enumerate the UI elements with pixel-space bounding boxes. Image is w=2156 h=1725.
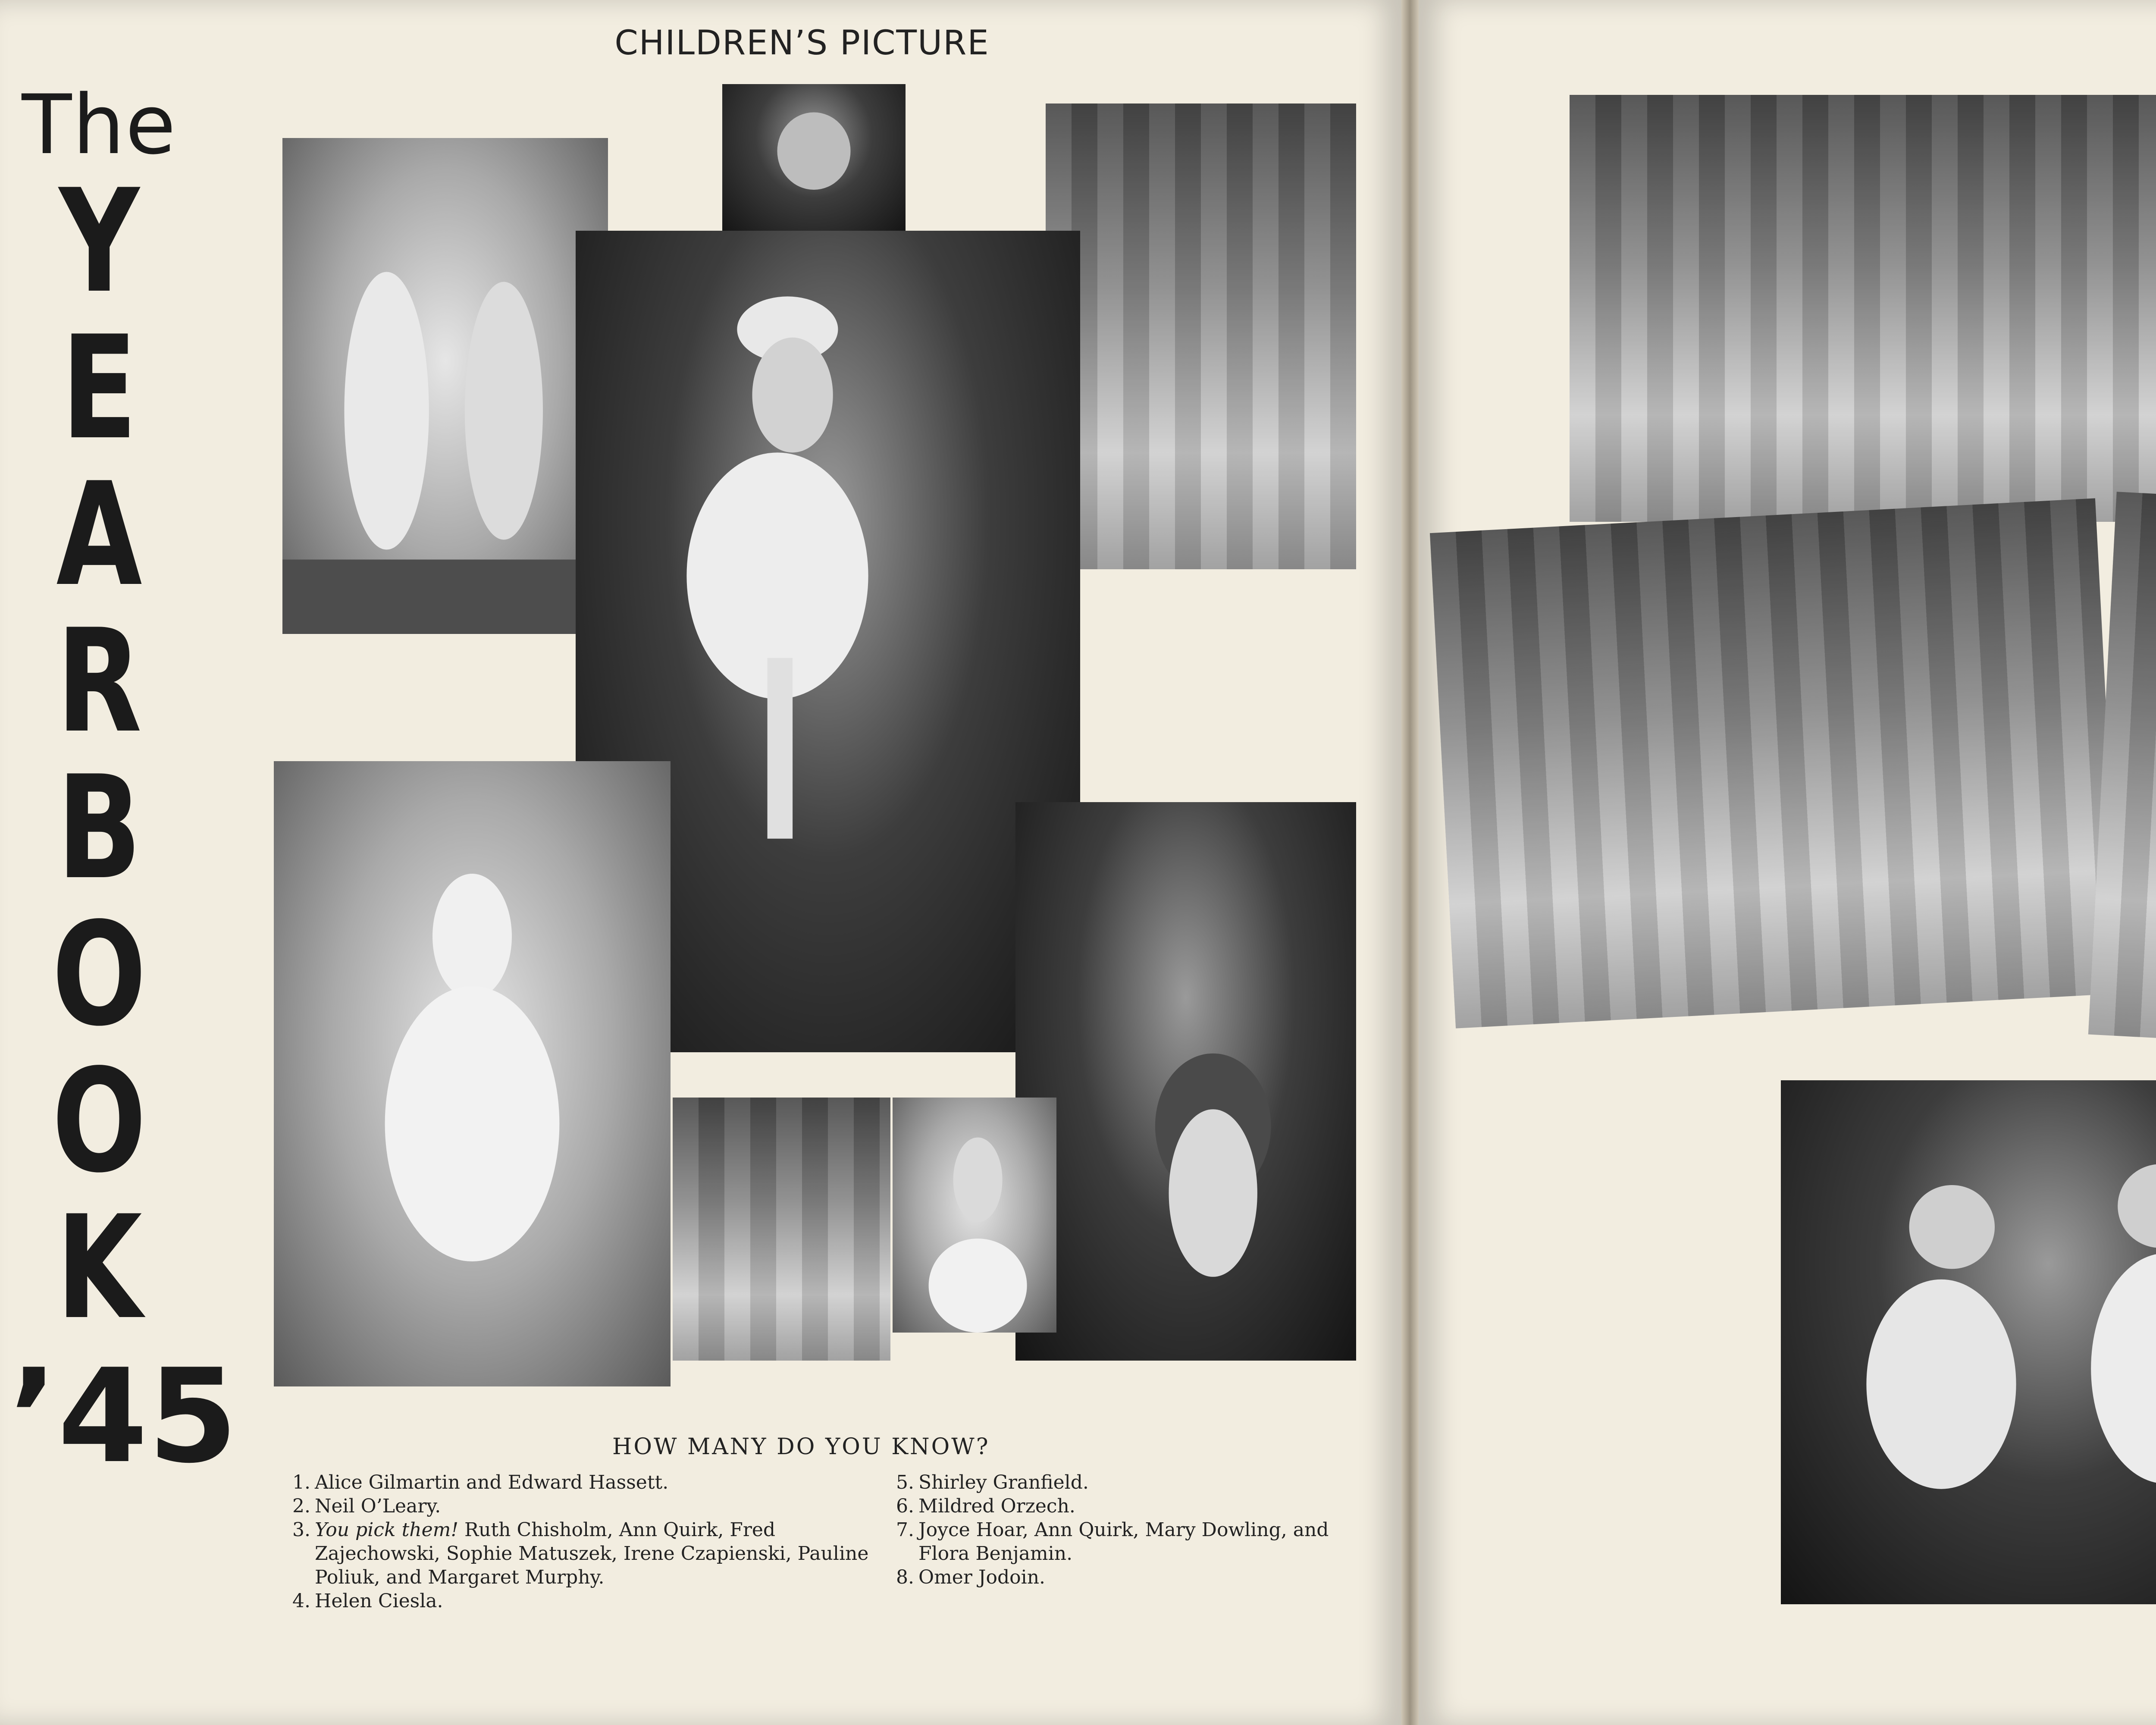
caption-text: Ruth Chisholm, Ann Quirk, Fred Zajechowski, Sophie Matuszek, Irene Czapienski, Pauline Poliuk, and Margaret Murphy. <box>315 1519 869 1588</box>
title-letter: K <box>56 1185 142 1351</box>
caption-list-column-1 <box>276 1471 871 1613</box>
caption-item <box>880 1471 1354 1494</box>
caption-text: Joyce Hoar, Ann Quirk, Mary Dowling, and Flora Benjamin. <box>918 1519 1329 1565</box>
photo-class-group-small <box>1046 104 1356 569</box>
caption-text: Shirley Granfield. <box>918 1471 1089 1493</box>
photo-child-hood-portrait <box>722 84 906 233</box>
book-gutter <box>1401 0 1419 1725</box>
caption-item <box>880 1518 1354 1565</box>
caption-number: 5. <box>896 1471 914 1493</box>
caption-item <box>276 1494 871 1518</box>
title-letter: O <box>52 1038 147 1204</box>
caption-number: 1. <box>292 1471 310 1493</box>
title-year: ’45 <box>9 1341 238 1492</box>
caption-lead: You pick them! <box>315 1519 459 1541</box>
caption-number: 7. <box>896 1519 914 1541</box>
caption-text: Helen Ciesla. <box>315 1590 443 1612</box>
title-letter: Y <box>59 159 140 324</box>
title-the: The <box>22 77 177 172</box>
caption-list-column-2 <box>880 1471 1354 1589</box>
caption-item <box>276 1589 871 1613</box>
caption-number: 8. <box>896 1566 914 1588</box>
caption-title: HOW MANY DO YOU KNOW? <box>612 1434 990 1460</box>
caption-item <box>880 1494 1354 1518</box>
title-letter: R <box>56 599 142 764</box>
page-header: CHILDREN’S PICTURE <box>614 24 990 63</box>
title-letter: O <box>52 892 147 1057</box>
caption-text: Alice Gilmartin and Edward Hassett. <box>315 1471 669 1493</box>
caption-item <box>276 1518 871 1589</box>
title-letter: E <box>61 305 137 471</box>
caption-number: 6. <box>896 1495 914 1517</box>
photo-small-group-outdoors <box>673 1098 890 1361</box>
caption-item <box>276 1471 871 1494</box>
caption-text: Mildred Orzech. <box>918 1495 1075 1517</box>
caption-item <box>880 1565 1354 1589</box>
caption-text: Omer Jodoin. <box>918 1566 1046 1588</box>
title-letter: A <box>56 452 142 618</box>
photo-child-beret-smiling <box>1015 802 1356 1361</box>
photo-two-toddlers-sitting <box>1781 1080 2156 1604</box>
right-page <box>1419 0 2156 1725</box>
photo-costume-group <box>1430 498 2121 1028</box>
caption-number: 4. <box>292 1590 310 1612</box>
caption-number: 2. <box>292 1495 310 1517</box>
caption-number: 3. <box>292 1519 310 1541</box>
title-letter: B <box>56 745 142 911</box>
yearbook-vertical-title-left <box>9 77 238 1492</box>
photo-toddler-in-chair <box>274 761 671 1386</box>
photo-class-on-steps <box>1570 95 2156 522</box>
title-letters <box>9 159 190 1351</box>
photo-girl-portrait-small <box>893 1098 1056 1333</box>
caption-text: Neil O’Leary. <box>315 1495 441 1517</box>
photo-two-girls-garden <box>282 138 608 634</box>
